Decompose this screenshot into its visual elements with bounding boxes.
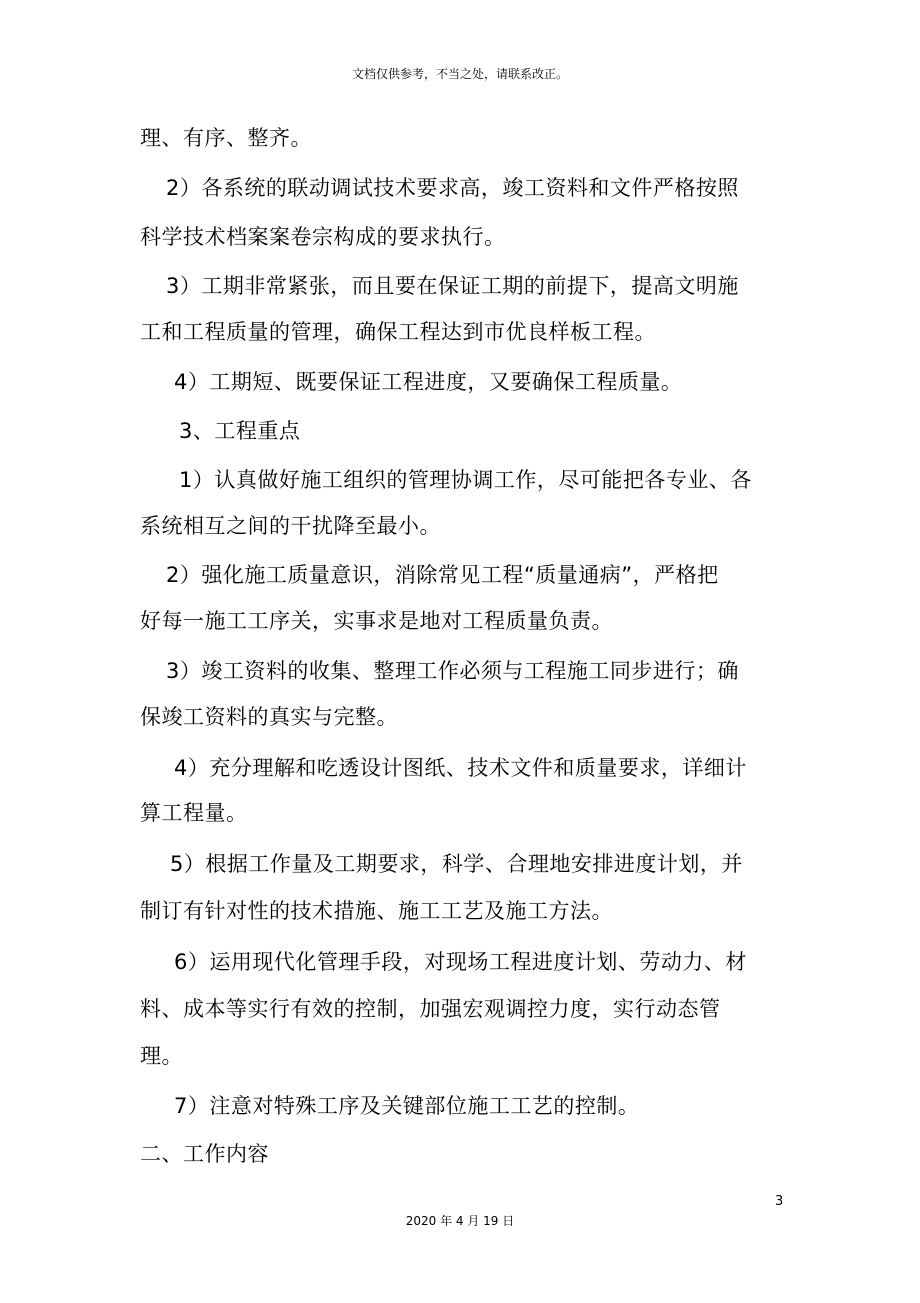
- body-line-18: 6）运用现代化管理手段，对现场工程进度计划、劳动力、材: [174, 950, 747, 974]
- body-line-5: 工和工程质量的管理，确保工程达到市优良样板工程。: [140, 320, 656, 344]
- body-line-11: 好每一施工工序关，实事求是地对工程质量负责。: [140, 609, 613, 633]
- body-line-8: 1）认真做好施工组织的管理协调工作，尽可能把各专业、各: [179, 468, 752, 492]
- body-line-9: 系统相互之间的干扰降至最小。: [140, 514, 441, 538]
- body-line-10: 2）强化施工质量意识，消除常见工程“质量通病”，严格把: [166, 563, 719, 587]
- body-line-2: 2）各系统的联动调试技术要求高，竣工资料和文件严格按照: [166, 176, 739, 200]
- body-line-4: 3）工期非常紧张，而且要在保证工期的前提下，提高文明施: [166, 274, 739, 298]
- body-line-12: 3）竣工资料的收集、整理工作必须与工程施工同步进行；确: [166, 659, 739, 683]
- body-line-13: 保竣工资料的真实与完整。: [140, 705, 398, 729]
- page-number: 3: [775, 1194, 784, 1209]
- section-heading-engineering-focus: 3、工程重点: [179, 419, 301, 443]
- body-line-19: 料、成本等实行有效的控制，加强宏观调控力度，实行动态管: [140, 997, 721, 1021]
- body-line-3: 科学技术档案案卷宗构成的要求执行。: [140, 225, 506, 249]
- body-line-21: 7）注意对特殊工序及关键部位施工工艺的控制。: [174, 1094, 640, 1118]
- body-line-6: 4）工期短、既要保证工程进度，又要确保工程质量。: [174, 370, 683, 394]
- section-heading-work-content: 二、工作内容: [140, 1142, 269, 1166]
- body-line-1: 理、有序、整齐。: [140, 126, 312, 150]
- body-line-14: 4）充分理解和吃透设计图纸、技术文件和质量要求，详细计: [174, 756, 747, 780]
- body-line-15: 算工程量。: [140, 801, 248, 825]
- page-header-note: 文档仅供参考，不当之处，请联系改正。: [351, 67, 568, 81]
- body-line-20: 理。: [140, 1044, 183, 1068]
- footer-date: 2020 年 4 月 19 日: [405, 1214, 515, 1228]
- body-line-17: 制订有针对性的技术措施、施工工艺及施工方法。: [140, 899, 613, 923]
- body-line-16: 5）根据工作量及工期要求，科学、合理地安排进度计划，并: [170, 852, 743, 876]
